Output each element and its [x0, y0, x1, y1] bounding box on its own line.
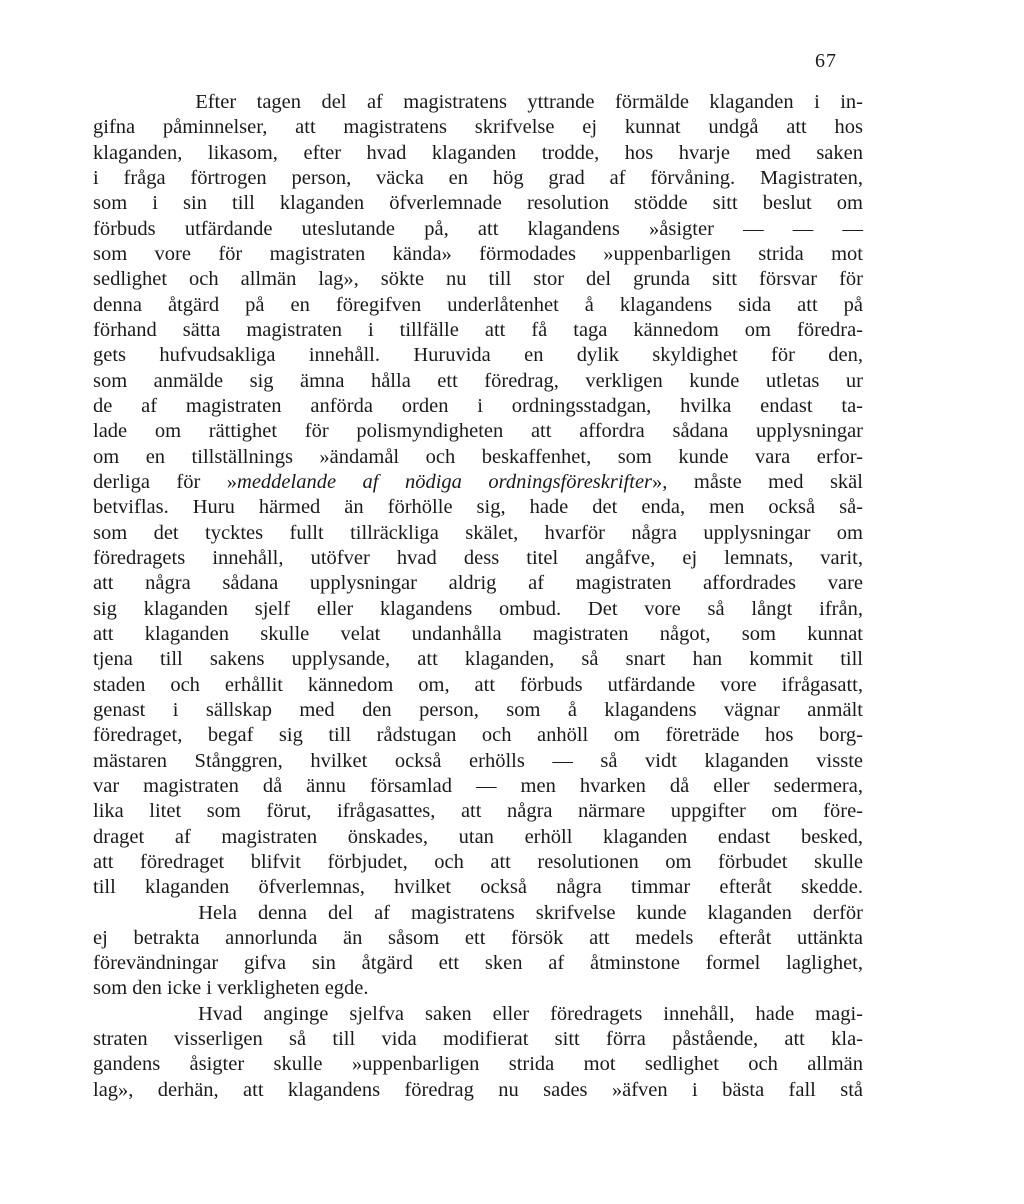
text-segment: till klaganden öfverlemnas, hvilket också några timmar efteråt skedde. [93, 876, 863, 899]
text-line [93, 1027, 863, 1052]
text-line [93, 901, 863, 926]
text-line [93, 293, 863, 318]
text-line [93, 976, 863, 1001]
text-line [93, 419, 863, 444]
text-segment: denna åtgärd på en föregifven underlåtenhet å klagandens sida att på [93, 293, 863, 316]
text-segment: ej betrakta annorlunda än såsom ett försök att medels efteråt uttänkta [93, 926, 863, 949]
text-line [93, 115, 863, 140]
text-segment: sedlighet och allmän lag», sökte nu till stor del grunda sitt försvar för [93, 268, 863, 291]
text-segment: som vore för magistraten kända» förmodades »uppenbarligen strida mot [93, 242, 863, 265]
body-text [93, 90, 863, 1103]
text-segment: som den icke i verkligheten egde. [93, 977, 369, 1000]
text-segment: », måste med skäl [652, 470, 863, 493]
text-line [93, 926, 863, 951]
text-segment: lag», derhän, att klagandens föredrag nu sades »äfven i bästa fall stå [93, 1078, 863, 1101]
text-line [93, 470, 863, 495]
text-line [93, 597, 863, 622]
italic-segment: meddelande af nödiga ordningsföreskrifter [237, 470, 653, 493]
text-segment: mästaren Stånggren, hvilket också erhölls — så vidt klaganden visste [93, 749, 863, 772]
text-line [93, 1052, 863, 1077]
text-line [93, 267, 863, 292]
text-segment: straten visserligen så till vida modifierat sitt förra påstående, att kla- [93, 1028, 863, 1051]
text-segment: draget af magistraten önskades, utan erhöll klaganden endast besked, [93, 825, 863, 848]
text-line [93, 445, 863, 470]
text-segment: var magistraten då ännu församlad — men hvarken då eller sedermera, [93, 774, 863, 797]
text-segment: som i sin till klaganden öfverlemnade resolution stödde sitt beslut om [93, 192, 863, 215]
text-line [93, 242, 863, 267]
text-segment: tjena till sakens upplysande, att klaganden, så snart han kommit till [93, 648, 863, 671]
text-line [93, 850, 863, 875]
text-segment: om en tillställnings »ändamål och beskaffenhet, som kunde vara erfor- [93, 445, 863, 468]
text-segment: Hvad anginge sjelfva saken eller föredragets innehåll, hade magi- [93, 1002, 863, 1025]
text-line [93, 369, 863, 394]
text-line [93, 774, 863, 799]
text-line [93, 1078, 863, 1103]
text-line [93, 749, 863, 774]
text-segment: att några sådana upplysningar aldrig af magistraten affordrades vare [93, 572, 863, 595]
text-segment: att klaganden skulle velat undanhålla magistraten något, som kunnat [93, 622, 863, 645]
text-segment: gandens åsigter skulle »uppenbarligen strida mot sedlighet och allmän [93, 1053, 863, 1076]
page-number: 67 [815, 50, 837, 72]
text-line [93, 673, 863, 698]
text-segment: staden och erhållit kännedom om, att förbuds utfärdande vore ifrågasatt, [93, 673, 863, 696]
text-line [93, 875, 863, 900]
text-line [93, 546, 863, 571]
text-segment: lika litet som förut, ifrågasattes, att några närmare uppgifter om före- [93, 800, 863, 823]
text-segment: genast i sällskap med den person, som å klagandens vägnar anmält [93, 698, 863, 721]
text-line [93, 191, 863, 216]
text-segment: att föredraget blifvit förbjudet, och att resolutionen om förbudet skulle [93, 850, 863, 873]
text-segment: förbuds utfärdande uteslutande på, att klagandens »åsigter — — — [93, 217, 863, 240]
text-segment: derliga för » [93, 470, 238, 493]
text-line [93, 951, 863, 976]
text-line [93, 394, 863, 419]
text-line [93, 521, 863, 546]
text-segment: i fråga förtrogen person, väcka en hög grad af förvåning. Magistraten, [93, 166, 863, 189]
text-segment: som det tycktes fullt tillräckliga skälet, hvarför några upplysningar om [93, 521, 863, 544]
text-segment: som anmälde sig ämna hålla ett föredrag, verkligen kunde utletas ur [93, 369, 863, 392]
text-line [93, 90, 863, 115]
text-line [93, 825, 863, 850]
text-segment: gifna påminnelser, att magistratens skrifvelse ej kunnat undgå att hos [93, 116, 863, 139]
text-line [93, 318, 863, 343]
text-segment: Hela denna del af magistratens skrifvelse kunde klaganden derför [93, 901, 863, 924]
text-line [93, 698, 863, 723]
text-segment: föredraget, begaf sig till rådstugan och anhöll om företräde hos borg- [93, 724, 863, 747]
text-line [93, 799, 863, 824]
text-line [93, 166, 863, 191]
text-segment: förhand sätta magistraten i tillfälle att få taga kännedom om föredra- [93, 318, 863, 341]
text-line [93, 495, 863, 520]
text-segment: lade om rättighet för polismyndigheten att affordra sådana upplysningar [93, 420, 863, 443]
text-line [93, 141, 863, 166]
text-line [93, 647, 863, 672]
text-line [93, 622, 863, 647]
text-line [93, 343, 863, 368]
text-line [93, 571, 863, 596]
text-line [93, 1002, 863, 1027]
text-segment: betviflas. Huru härmed än förhölle sig, hade det enda, men också så- [93, 496, 863, 519]
text-segment: de af magistraten anförda orden i ordningsstadgan, hvilka endast ta- [93, 394, 863, 417]
text-line [93, 723, 863, 748]
text-segment: Efter tagen del af magistratens yttrande förmälde klaganden i in- [93, 91, 863, 113]
text-segment: föredragets innehåll, utöfver hvad dess titel angåfve, ej lemnats, varit, [93, 546, 863, 569]
text-segment: sig klaganden sjelf eller klagandens ombud. Det vore så långt ifrån, [93, 597, 863, 620]
text-segment: klaganden, likasom, efter hvad klaganden trodde, hos hvarje med saken [93, 141, 863, 164]
text-line [93, 217, 863, 242]
text-segment: gets hufvudsakliga innehåll. Huruvida en dylik skyldighet för den, [93, 344, 863, 367]
text-segment: förevändningar gifva sin åtgärd ett sken af åtminstone formel laglighet, [93, 952, 863, 975]
